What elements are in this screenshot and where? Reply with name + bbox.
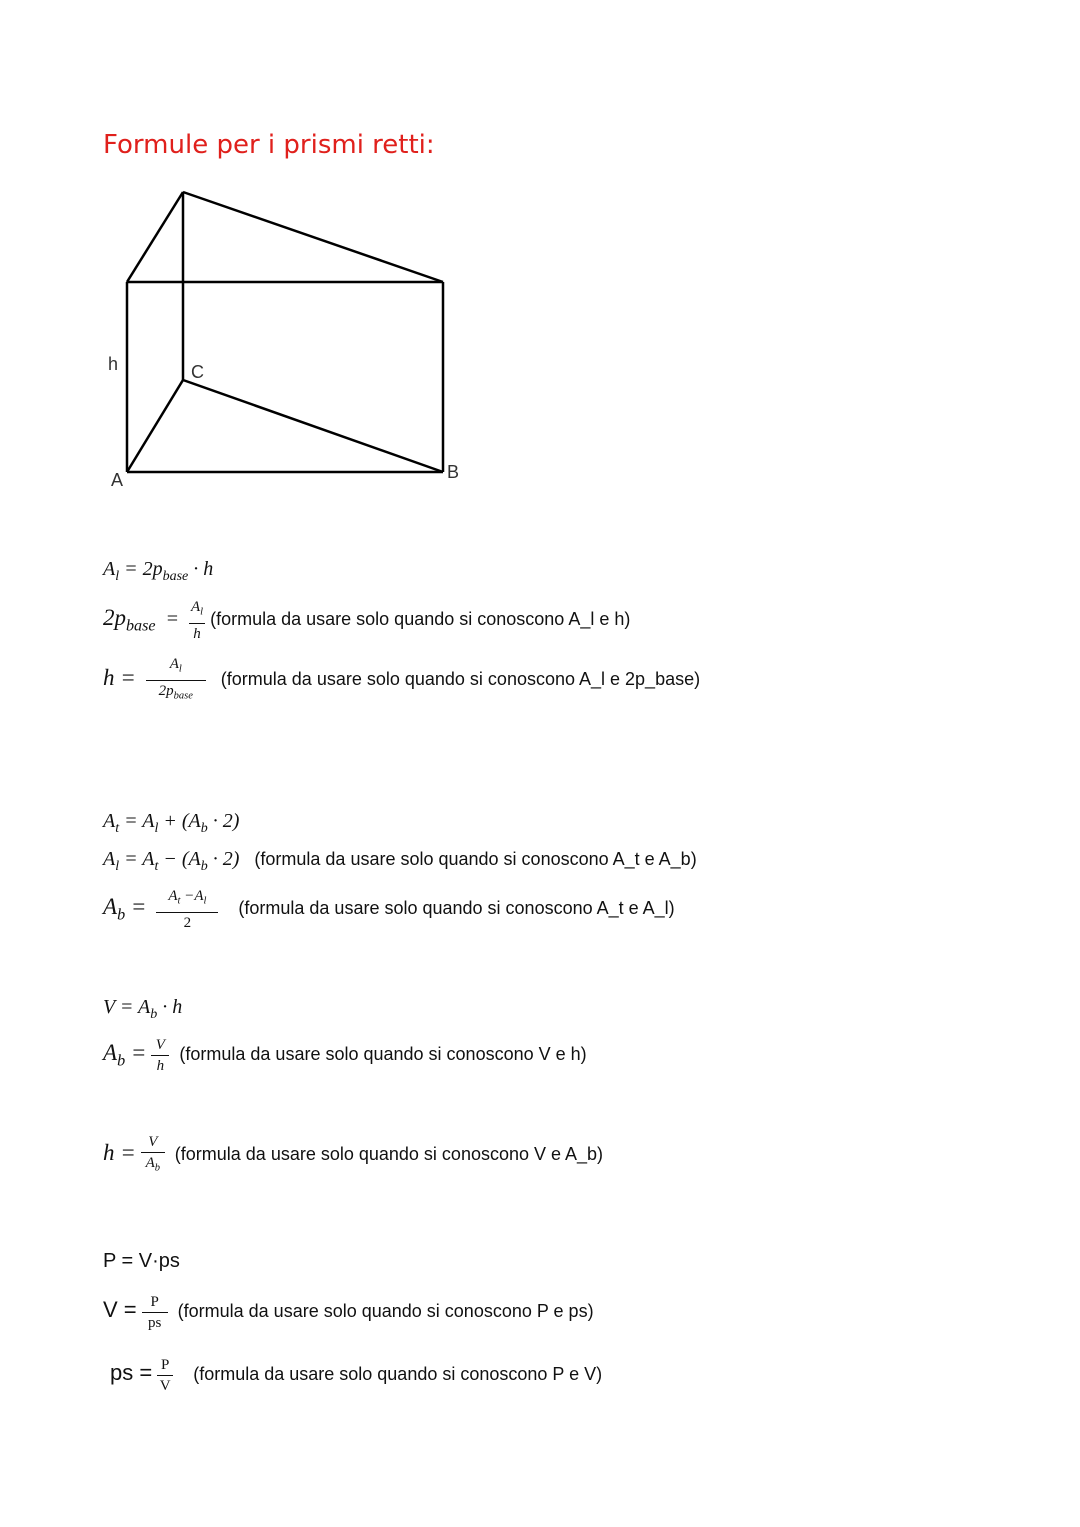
formula-volume-from-weight: V = $\frac{P}{ps}$ (formula da usare solo quando si conoscono P e ps) [103, 1294, 594, 1331]
formula-base-from-volume: $A_b$ = $\frac{V}{h}$ (formula da usare solo quando si conoscono V e h) [103, 1037, 587, 1074]
formula-perimeter: $2p_{base}$ = $\frac{A_l}{h}$ (formula da usare solo quando si conoscono A_l e h) [103, 599, 631, 642]
formula-lateral-area: $A_l = 2p_{base} \cdot h$ [103, 558, 214, 584]
formula-base-area: $A_b$ = $\frac{A_t -A_l}{2}$ (formula da usare solo quando si conoscono A_t e A_l) [103, 888, 675, 931]
label-a: A [111, 470, 124, 490]
edge [183, 380, 443, 472]
page-title: Formule per i prismi retti: [103, 130, 435, 160]
formula-total-area: $A_t = A_l + (A_b \cdot 2)$ [103, 810, 240, 836]
formula-height-lateral: h = $\frac{A_l}{2p_{base}}$ (formula da usare solo quando si conoscono A_l e 2p_base) [103, 656, 701, 702]
edge [183, 192, 443, 282]
label-c: C [191, 362, 204, 382]
formula-lateral-from-total: $A_l = A_t - (A_b \cdot 2)$ (formula da usare solo quando si conoscono A_t e A_b) [103, 848, 697, 874]
prism-diagram [95, 180, 475, 500]
edge [127, 192, 183, 282]
formula-weight: P = V·ps [103, 1250, 180, 1272]
edge [127, 380, 183, 472]
label-h: h [108, 354, 119, 374]
label-b: B [447, 462, 460, 482]
formula-volume: $V = A_b \cdot h$ [103, 996, 183, 1022]
formula-height-from-volume: h = $\frac{V}{A_b}$ (formula da usare solo quando si conoscono V e A_b) [103, 1134, 604, 1174]
formula-specific-weight: ps = $\frac{P}{V}$ (formula da usare solo quando si conoscono P e V) [110, 1357, 603, 1394]
